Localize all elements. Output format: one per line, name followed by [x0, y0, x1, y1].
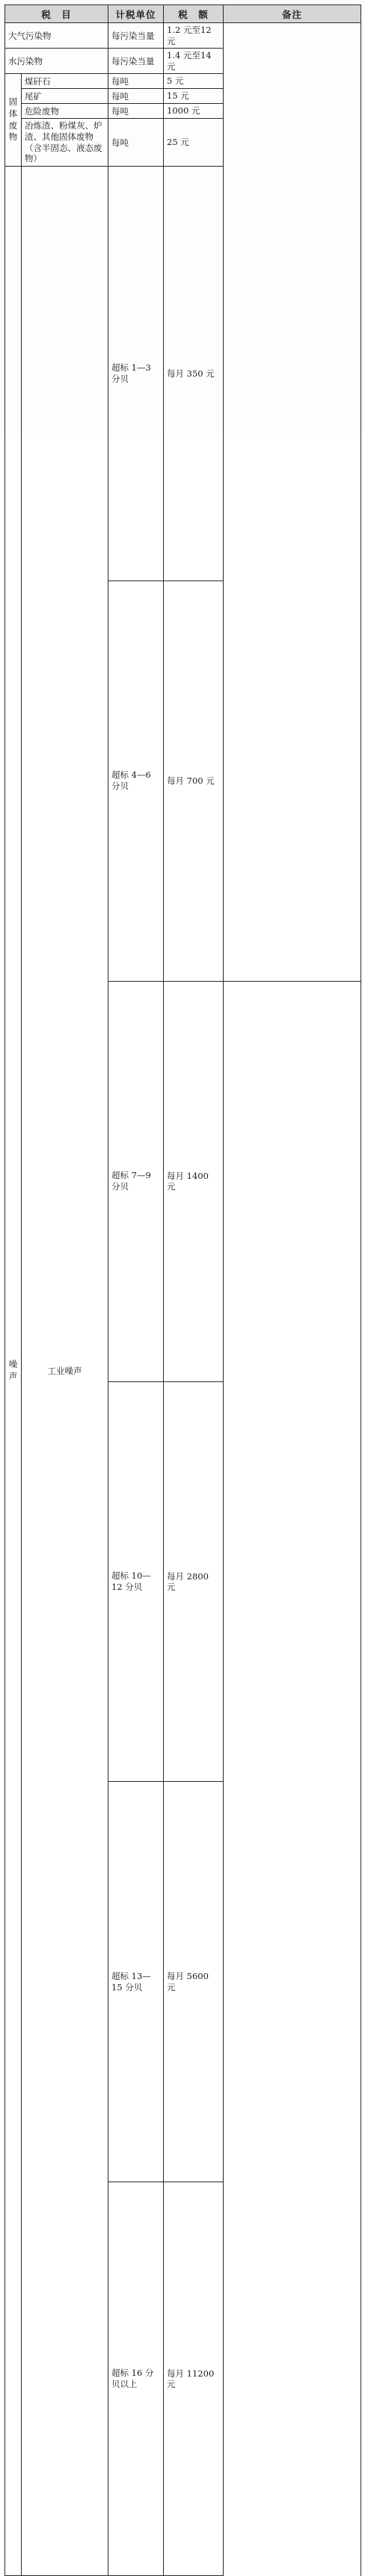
tax-amount: 1000 元: [164, 104, 224, 119]
noise-category: [5, 167, 22, 2576]
category-char: 废: [8, 120, 18, 131]
header-note: 备注: [224, 5, 361, 23]
tax-amount: 15 元: [164, 89, 224, 104]
tax-unit: 超标 13—15 分贝: [108, 1782, 164, 2182]
category-char: 固: [8, 96, 18, 108]
tax-amount: 25 元: [164, 119, 224, 167]
tax-item-name: 大气污染物: [5, 23, 108, 49]
tax-amount: 每月 2800 元: [164, 1381, 224, 1782]
tax-amount: 每月 1400 元: [164, 981, 224, 1381]
tax-amount: 5 元: [164, 74, 224, 89]
noise-subtype: 工业噪声: [22, 167, 108, 2576]
tax-amount: 1.2 元至12元: [164, 23, 224, 49]
category-char: 噪: [8, 1359, 18, 1370]
tax-unit: 超标 10—12 分贝: [108, 1381, 164, 1782]
tax-item-name: 危险废物: [22, 104, 108, 119]
tax-unit: 每吨: [108, 89, 164, 104]
tax-item-name: 尾矿: [22, 89, 108, 104]
solid-waste-category: [5, 74, 22, 167]
header-amount: 税 额: [164, 5, 224, 23]
tax-item-name: 冶炼渣、粉煤灰、炉渣、其他固体废物（含半固态、液态废物）: [22, 119, 108, 167]
tax-unit: 每吨: [108, 119, 164, 167]
tax-amount: 每月 5600 元: [164, 1782, 224, 2182]
tax-unit: 超标 4—6 分贝: [108, 580, 164, 981]
category-char: 物: [8, 131, 18, 143]
category-char: 声: [8, 1370, 18, 1381]
tax-amount: 每月 11200 元: [164, 2182, 224, 2575]
tax-amount: 每月 350 元: [164, 167, 224, 581]
tax-amount: 1.4 元至14元: [164, 49, 224, 74]
category-char: 体: [8, 108, 18, 119]
tax-unit: 超标 16 分贝以上: [108, 2182, 164, 2575]
tax-unit: 超标 7—9 分贝: [108, 981, 164, 1381]
tax-unit: 每吨: [108, 104, 164, 119]
tax-unit: 超标 1—3 分贝: [108, 167, 164, 581]
header-unit: 计税单位: [108, 5, 164, 23]
header-item: 税 目: [5, 5, 108, 23]
note-cell-empty: [224, 23, 361, 982]
tax-table: [4, 4, 361, 2576]
tax-item-name: 水污染物: [5, 49, 108, 74]
tax-unit: 每污染当量: [108, 23, 164, 49]
tax-item-name: 煤矸石: [22, 74, 108, 89]
table-row: [5, 23, 361, 49]
tax-unit: 每污染当量: [108, 49, 164, 74]
tax-unit: 每吨: [108, 74, 164, 89]
header-row: [5, 5, 361, 23]
tax-amount: 每月 700 元: [164, 580, 224, 981]
